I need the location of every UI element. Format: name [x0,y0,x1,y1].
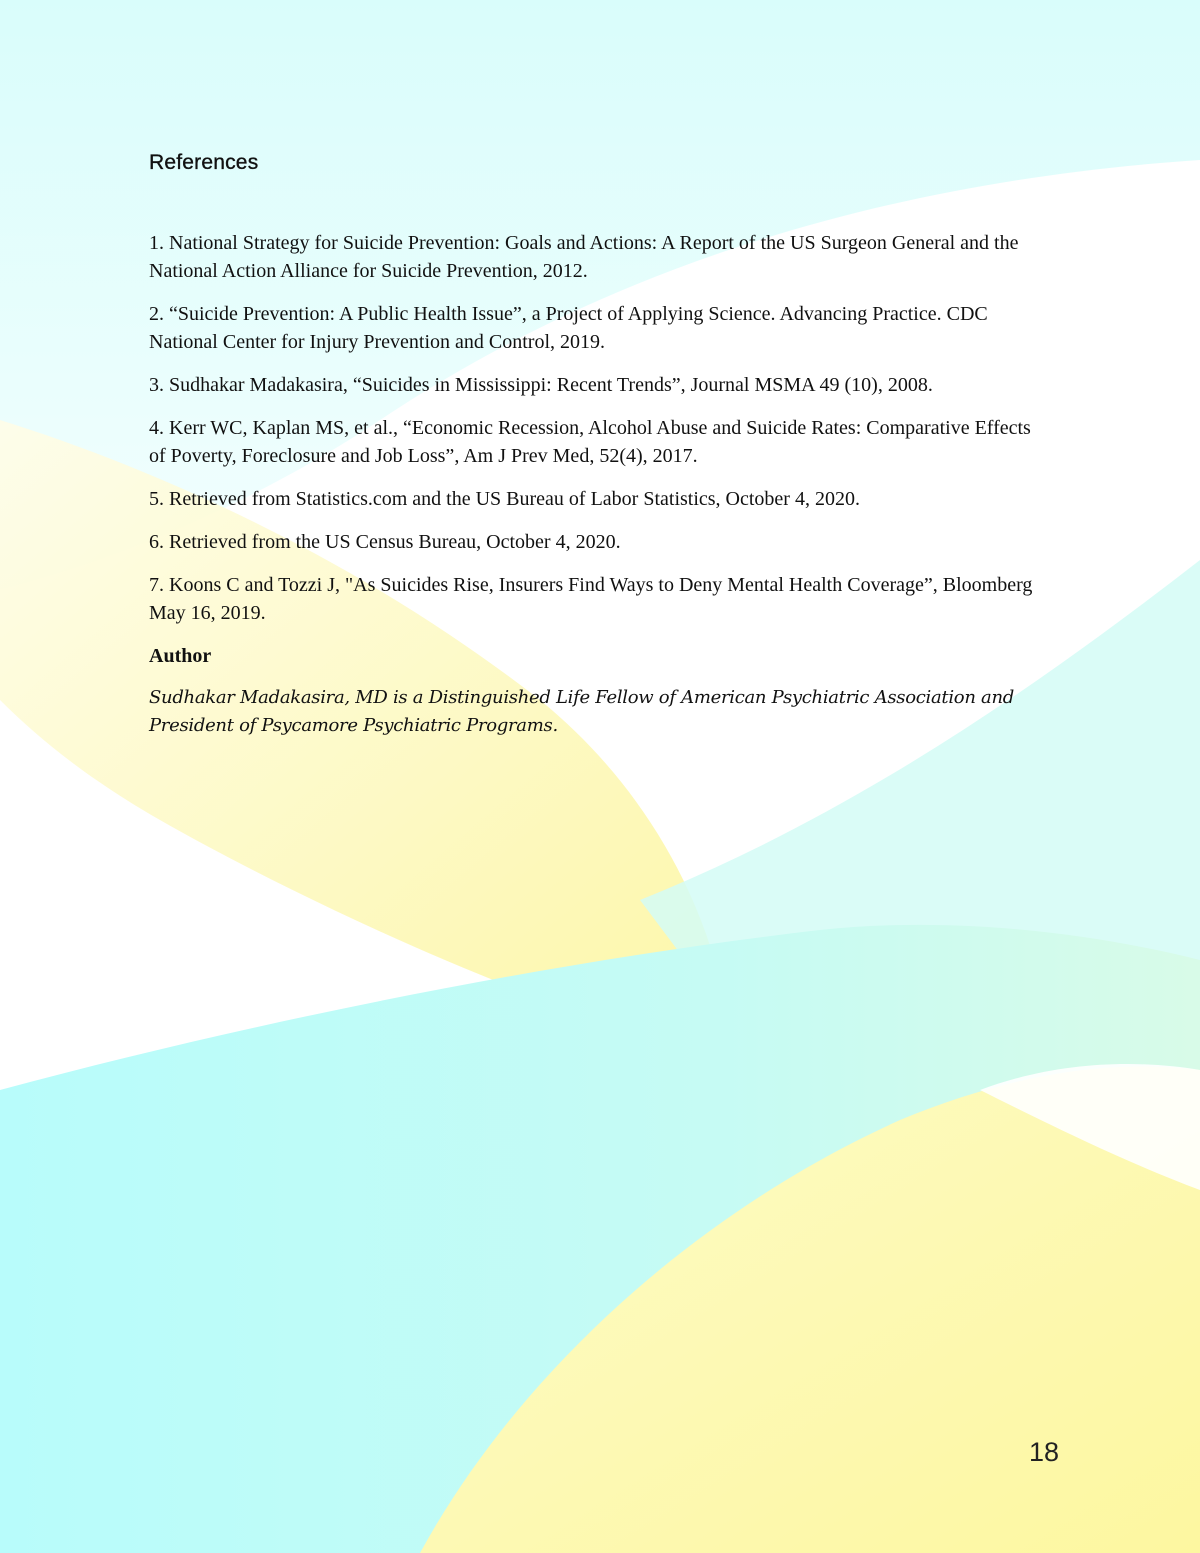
reference-item: 3. Sudhakar Madakasira, “Suicides in Mississippi: Recent Trends”, Journal MSMA 49 (10), 2008. [149,374,933,396]
reference-item: 5. Retrieved from Statistics.com and the US Bureau of Labor Statistics, October 4, 2020. [149,488,860,510]
reference-item: 1. National Strategy for Suicide Prevention: Goals and Actions: A Report of the US Surgeon General and the National Action Alliance for Suicide Prevention, 2012. [149,232,1019,282]
reference-item: 7. Koons C and Tozzi J, "As Suicides Rise, Insurers Find Ways to Deny Mental Health Coverage”, Bloomberg May 16, 2019. [149,574,1033,624]
author-heading: Author [149,645,212,667]
author-bio: Sudhakar Madakasira, MD is a Distinguished Life Fellow of American Psychiatric Association and President of Psycamore Psychiatric Programs. [149,687,1014,736]
reference-list [149,229,1049,627]
page-number: 18 [1028,1437,1059,1467]
page-content [149,148,1049,740]
reference-item: 2. “Suicide Prevention: A Public Health Issue”, a Project of Applying Science. Advancing Practice. CDC National Center for Injury Prevention and Control, 2019. [149,303,988,353]
references-heading: References [149,151,259,174]
reference-item: 4. Kerr WC, Kaplan MS, et al., “Economic Recession, Alcohol Abuse and Suicide Rates: Comparative Effects of Poverty, Foreclosure and Job Loss”, Am J Prev Med, 52(4), 2017. [149,417,1031,467]
reference-item: 6. Retrieved from the US Census Bureau, October 4, 2020. [149,531,621,553]
